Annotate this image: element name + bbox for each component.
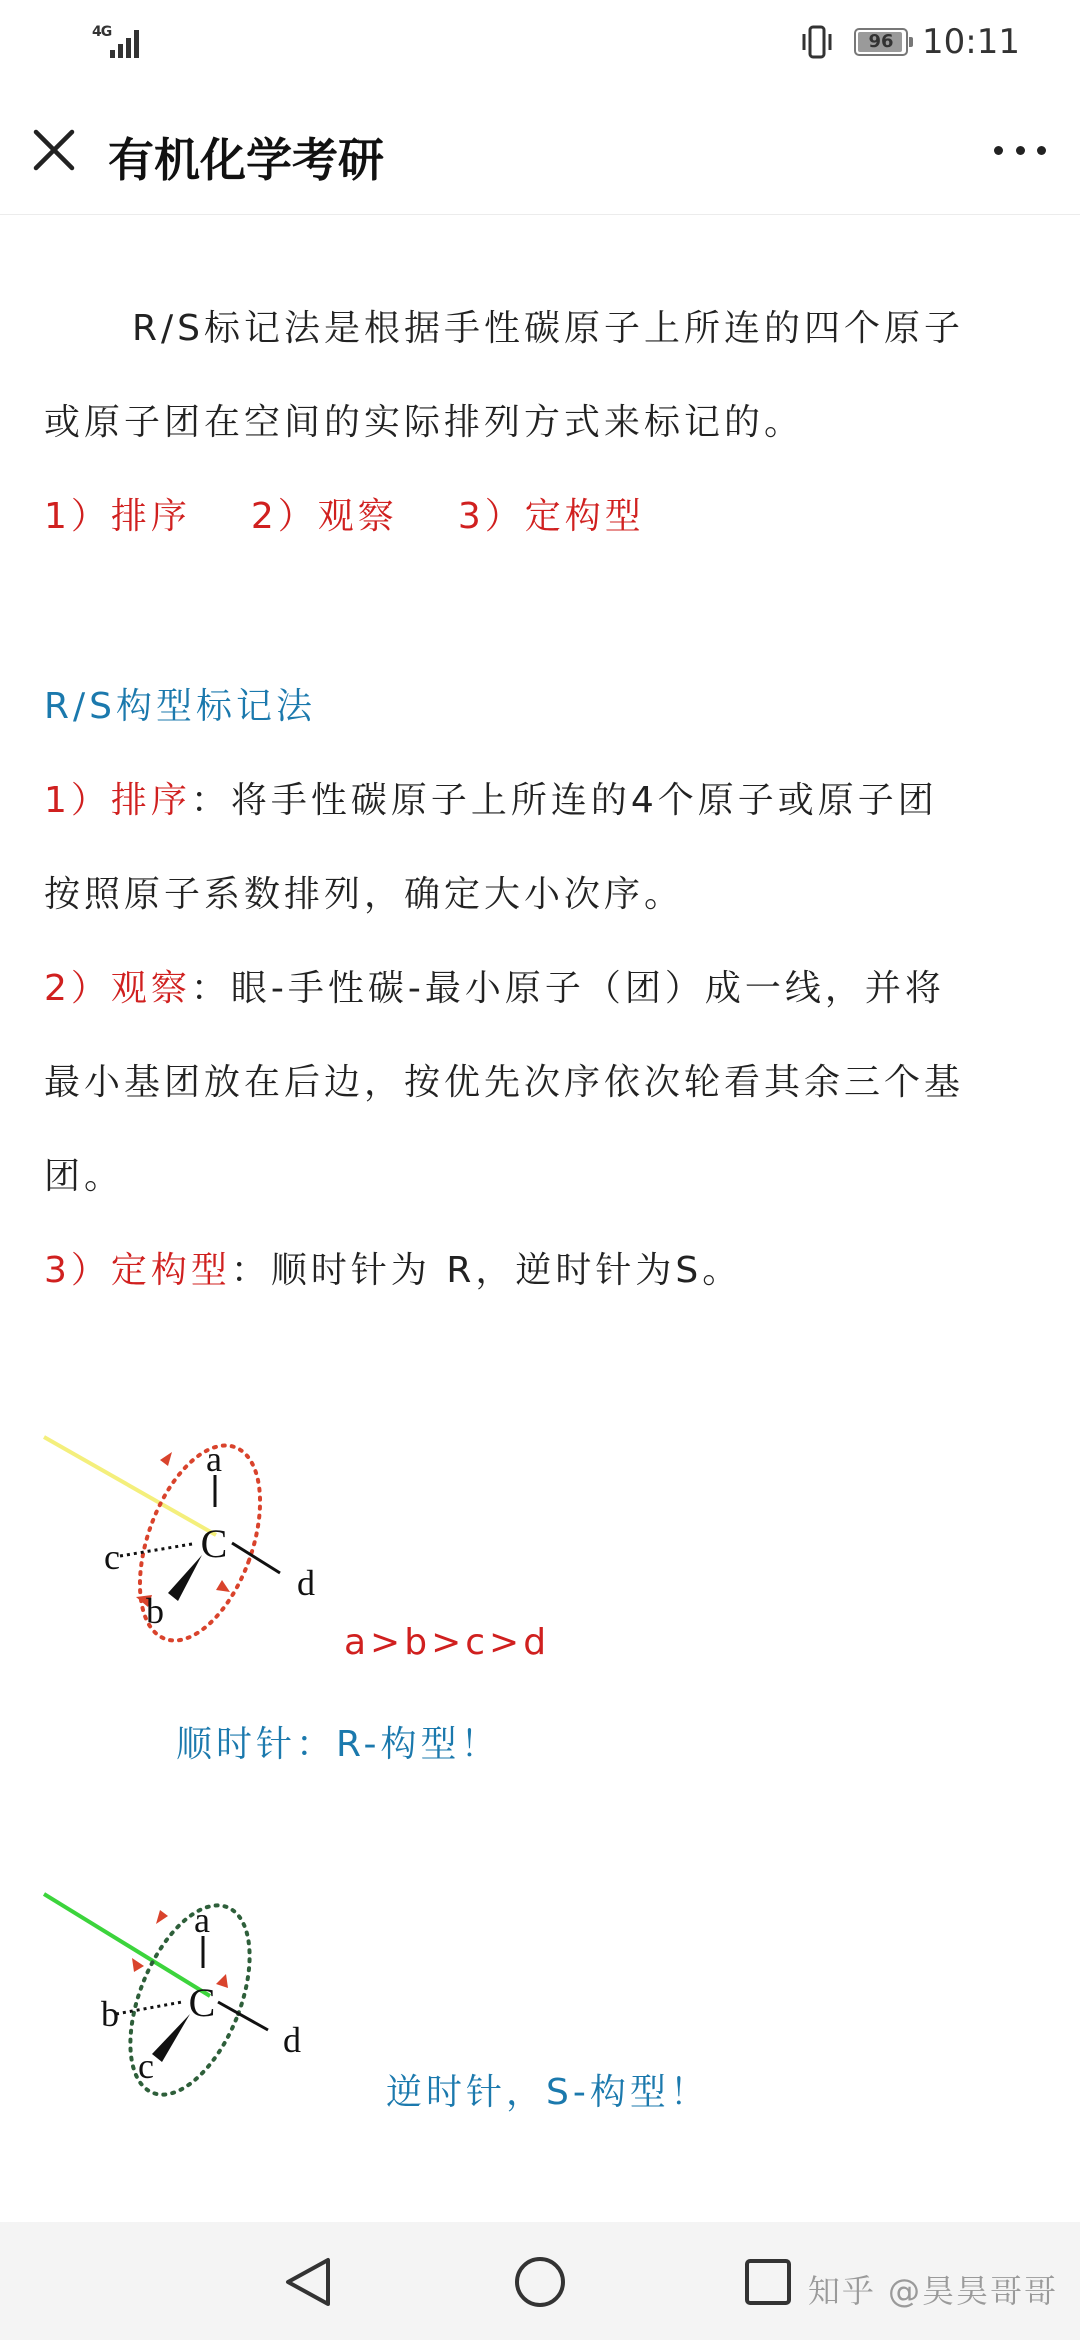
rule-2-label: 2）观察 <box>44 968 191 1009</box>
label-a-r: a <box>206 1439 222 1479</box>
label-d-s: d <box>283 2020 301 2060</box>
label-d-r: d <box>297 1563 315 1603</box>
ring-arrow-icon <box>160 1452 172 1466</box>
vibrate-icon <box>800 24 834 60</box>
chiral-carbon-s: C <box>188 1980 216 2025</box>
wedge-bond-c-s <box>152 2014 190 2062</box>
bond-b-s <box>116 2002 182 2014</box>
caption-s-configuration: 逆时针，S-构型！ <box>386 2072 710 2113</box>
rule-2-line-1 <box>44 942 1044 1036</box>
wedge-bond-b-r <box>168 1555 202 1601</box>
watermark: 知乎 @昊昊哥哥 <box>807 2272 1058 2310</box>
rule-2-line-3: 团。 <box>44 1156 125 1197</box>
home-circle-icon <box>510 2252 570 2312</box>
home-button[interactable] <box>510 2252 570 2312</box>
battery-percent: 96 <box>868 31 894 52</box>
network-type-label: 4G <box>92 24 112 40</box>
label-c-s: c <box>138 2046 154 2086</box>
battery-icon <box>854 28 908 56</box>
signal-bars-icon <box>110 28 144 58</box>
close-icon <box>26 122 82 178</box>
steps-summary <box>44 470 1044 564</box>
back-triangle-icon <box>278 2252 338 2312</box>
sightline-s <box>44 1894 210 1996</box>
intro-line-1: R/S标记法是根据手性碳原子上所连的四个原子 <box>132 308 964 349</box>
bond-c-r <box>120 1544 192 1556</box>
clock: 10:11 <box>922 22 1020 62</box>
system-navigation-bar <box>0 2222 1080 2340</box>
section-heading: R/S构型标记法 <box>44 686 316 727</box>
r-configuration-diagram <box>40 1425 340 1655</box>
rule-2-line-2: 最小基团放在后边，按优先次序依次轮看其余三个基 <box>44 1062 965 1103</box>
recent-apps-square-icon <box>738 2252 798 2312</box>
sightline-r <box>44 1437 216 1535</box>
step-3: 3）定构型 <box>457 496 645 537</box>
rule-1-label: 1）排序 <box>44 780 191 821</box>
more-dot-icon <box>994 146 1003 155</box>
top-nav-bar <box>0 84 1080 215</box>
more-dot-icon <box>1037 146 1046 155</box>
label-a-s: a <box>194 1900 210 1940</box>
ring-arrow-icon <box>132 1958 144 1972</box>
recent-apps-button[interactable] <box>738 2252 798 2312</box>
bond-d-r <box>232 1543 280 1573</box>
ring-arrow-icon <box>216 1580 230 1592</box>
more-options-button[interactable] <box>988 124 1052 176</box>
rule-3-text: ：顺时针为 R，逆时针为S。 <box>230 1250 743 1291</box>
step-2: 2）观察 <box>250 496 398 537</box>
rule-1-line-1 <box>44 754 1044 848</box>
label-b-r: b <box>146 1591 164 1631</box>
chiral-carbon-r: C <box>200 1521 228 1566</box>
caption-r-configuration: 顺时针：R-构型！ <box>176 1724 501 1765</box>
s-configuration-diagram <box>40 1888 340 2108</box>
back-button[interactable] <box>278 2252 338 2312</box>
label-b-s: b <box>101 1994 119 2034</box>
label-c-r: c <box>104 1537 120 1577</box>
step-1: 1）排序 <box>44 496 191 537</box>
rule-3-line <box>44 1224 1044 1318</box>
close-button[interactable] <box>26 122 82 178</box>
ring-arrow-icon <box>216 1974 228 1988</box>
page-title: 有机化学考研 <box>108 133 384 187</box>
status-bar <box>0 0 1080 84</box>
rule-2-text: ：眼-手性碳-最小原子（团）成一线，并将 <box>190 968 945 1009</box>
rule-3-label: 3）定构型 <box>44 1250 231 1291</box>
more-dot-icon <box>1016 146 1025 155</box>
intro-line-2: 或原子团在空间的实际排列方式来标记的。 <box>44 402 805 443</box>
rule-1-line-2: 按照原子系数排列，确定大小次序。 <box>44 874 685 915</box>
priority-order: a>b>c>d <box>344 1622 551 1663</box>
ring-arrow-icon <box>156 1910 168 1924</box>
cellular-signal-icon <box>92 22 144 60</box>
rule-1-text: ：将手性碳原子上所连的4个原子或原子团 <box>190 780 938 821</box>
